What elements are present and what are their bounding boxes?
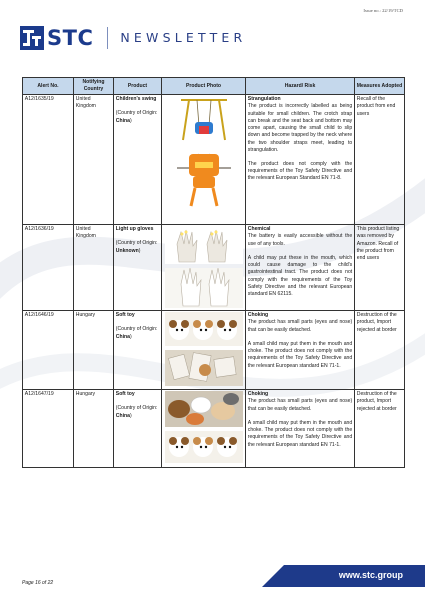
country-cell: United Kingdom	[74, 225, 114, 311]
product-name: Light up gloves	[115, 226, 154, 233]
header-photo: Product Photo	[162, 78, 246, 95]
alert-no-cell: A12/1635/19	[23, 95, 74, 225]
origin-close: )	[138, 247, 141, 254]
table-header-row	[23, 78, 405, 95]
origin-label: (Country of Origin:	[115, 240, 158, 247]
photo-cell	[162, 390, 246, 468]
page-number: Page 16 of 22	[22, 580, 54, 586]
product-cell	[114, 95, 162, 225]
product-alert-table	[22, 77, 405, 468]
country-cell: United Kingdom	[74, 95, 114, 225]
origin-value: China	[115, 117, 130, 124]
product-name: Soft toy	[115, 312, 135, 319]
hazard-description: The product is incorrectly labelled as being suitable for small children. The crotch strap can break and the seat back and bottom may come apart, causing the small child to slip down and become trapped by the neck where the two shoulder straps meet, leading to strangulation.	[247, 103, 353, 153]
website-link[interactable]: www.stc.group	[338, 570, 403, 580]
origin-label: (Country of Origin:	[115, 110, 158, 117]
header-measures: Measures Adopted	[355, 78, 405, 95]
hazard-compliance: A small child may put them in the mouth and choke. The product does not comply with the requirements of the Toy Safety Directive and the relevant European standard EN 71-1.	[247, 340, 353, 369]
origin-close: )	[129, 333, 132, 340]
swing-photo	[169, 96, 239, 220]
hazard-title: Choking	[247, 391, 269, 398]
origin-value: China	[115, 412, 130, 419]
gloves-photo	[165, 226, 243, 308]
header-divider	[107, 27, 108, 49]
header-product: Product	[114, 78, 162, 95]
issue-number: Issue no.: 22/19/TCD	[363, 8, 403, 13]
hazard-title: Chemical	[247, 226, 271, 233]
hazard-title: Strangulation	[247, 96, 281, 103]
product-name: Soft toy	[115, 391, 135, 398]
publication-title: NEWSLETTER	[120, 29, 247, 45]
origin-close: )	[129, 412, 132, 419]
table-row	[23, 225, 405, 311]
soft-toy-photo	[165, 312, 243, 386]
header-alert-no: Alert No.	[23, 78, 74, 95]
country-cell: Hungary	[74, 311, 114, 390]
origin-close: )	[129, 117, 132, 124]
origin-value: China	[115, 333, 130, 340]
hazard-cell	[246, 390, 355, 468]
measures-cell: Destruction of the product, Import rejected at border	[355, 390, 405, 468]
hazard-cell	[246, 311, 355, 390]
alert-no-cell: A12/1636/19	[23, 225, 74, 311]
hazard-description: The product has small parts (eyes and nose) that can be easily detached.	[247, 319, 353, 333]
brand-name: STC	[47, 25, 94, 50]
hazard-description: The product has small parts (eyes and nose) that can be easily detached.	[247, 398, 353, 412]
photo-cell	[162, 311, 246, 390]
table-row	[23, 95, 405, 225]
measures-cell: Recall of the product from end users	[355, 95, 405, 225]
alert-no-cell: A12/1646/19	[23, 311, 74, 390]
stc-logo-icon	[20, 26, 44, 50]
hazard-compliance: The product does not comply with the requirements of the Toy Safety Directive and the relevant European Standard EN 71-8.	[247, 160, 353, 182]
origin-label: (Country of Origin:	[115, 326, 158, 333]
origin-value: Unknown	[115, 247, 139, 254]
product-cell	[114, 311, 162, 390]
newsletter-header	[20, 24, 246, 52]
hazard-compliance: A child may put these in the mouth, which could cause damage to the child's gastrointestinal tract. The product does not comply with the requirements of the Toy Safety Directive and the relevant European standard EN 62115.	[247, 254, 353, 297]
header-hazard: Hazard/ Risk	[246, 78, 355, 95]
hazard-cell	[246, 95, 355, 225]
table-row	[23, 311, 405, 390]
measures-cell: This product listing was removed by Amazon. Recall of the product from end users	[355, 225, 405, 311]
product-name: Children's swing	[115, 96, 157, 103]
table-row	[23, 390, 405, 468]
photo-cell	[162, 225, 246, 311]
header-country: Notifying Country	[74, 78, 114, 95]
product-cell	[114, 225, 162, 311]
measures-cell: Destruction of the product, Import rejected at border	[355, 311, 405, 390]
hazard-cell	[246, 225, 355, 311]
product-cell	[114, 390, 162, 468]
hazard-title: Choking	[247, 312, 269, 319]
hazard-compliance: A small child may put them in the mouth and choke. The product does not comply with the requirements of the Toy Safety Directive and the relevant European standard EN 71-1.	[247, 419, 353, 448]
origin-label: (Country of Origin:	[115, 405, 158, 412]
alert-no-cell: A12/1647/19	[23, 390, 74, 468]
country-cell: Hungary	[74, 390, 114, 468]
hazard-description: The battery is easily accessible without the use of any tools.	[247, 233, 353, 247]
soft-toy-photo	[165, 391, 243, 463]
photo-cell	[162, 95, 246, 225]
